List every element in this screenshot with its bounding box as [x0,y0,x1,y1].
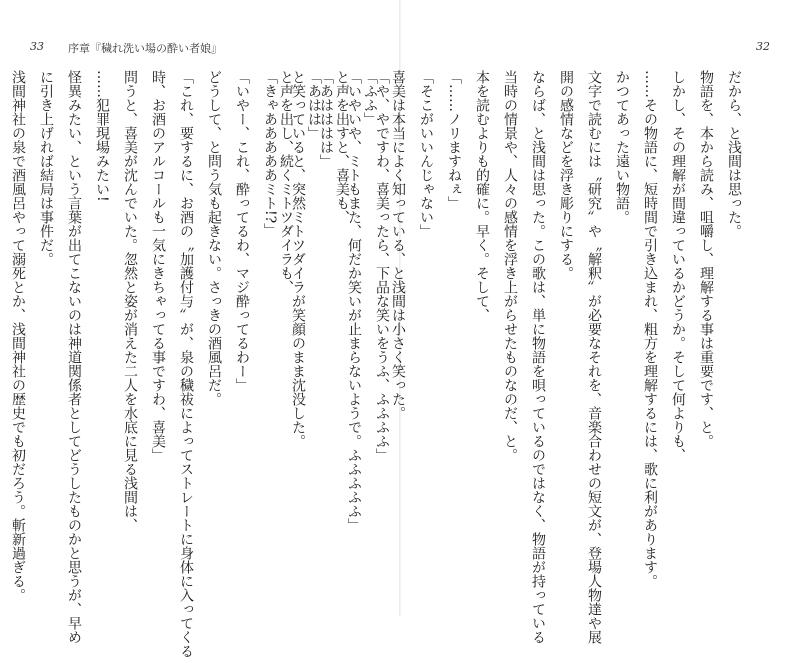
text-line: かつてあった遠い物語。 [614,70,630,224]
text-line: 浅間神社の泉で酒風呂やって溺死とか、浅間神社の歴史でも初だろう。斬新過ぎる。 [10,70,26,602]
text-line: 問うと、喜美が沈んでいた。忽然と姿が消えた二人を水底に見る浅間は、 [122,70,138,532]
text-line: 「いやいや、ミトもまた、何だか笑いが止まらないようで。ふふふふふ」 [346,70,362,532]
text-line: どうして、と問う気も起きない。さっきの酒風呂だ。 [206,70,222,406]
text-line: に引き上げれば結局は事件だ。 [38,70,54,266]
text-line: 「ふふ」 [362,70,378,126]
text-line: と声を出し、続くミトツダイラも、 [278,70,294,294]
text-line: 「これ、要するに、お酒の〝加護付与〟が、泉の穢祓によってストレートに身体に入ってくる [178,70,194,658]
page-number-left: 33 [30,40,44,53]
text-line: 当時の情景や、人々の感情を浮き上がらせたものなのだ、と。 [502,70,518,462]
text-line: 時、お酒のアルコールも一気にきちゃってる事ですわ、喜美」 [150,70,166,462]
running-head: 序章『穢れ洗い場の酔い者娘』 [68,42,222,55]
text-line: 文字で読むには〝研究〟や〝解釈〟が必要なそれを、音楽合わせの短文が、登場人物達や展 [586,70,602,644]
text-line: と声を出すと、喜美も、 [334,70,350,224]
text-line: 本を読むよりも的確に。早く。そして、 [474,70,490,322]
text-line: ……犯罪現場みたい! [94,70,110,202]
text-line: 物語を、本から読み、咀嚼し、理解する事は重要です、と。 [698,70,714,448]
text-line: ……その物語に、短時間で引き込まれ、粗方を理解するには、歌に利があります。 [642,70,658,588]
page-number-right: 32 [756,40,770,53]
text-line: しかし、その理解が間違っているかどうか。そして何よりも、 [670,70,686,462]
text-line: 「や、やですわ、喜美ったら、下品な笑いをうふ、ふふふふ」 [374,70,390,462]
text-line: 「……ノリますねぇ」 [446,70,462,210]
text-line: 怪異みたい、という言葉が出てこないのは神道関係者としてどうしたものかと思うが、早め [66,70,82,644]
text-line: 「きゃあああああミト!?」 [262,70,278,238]
text-line: 開の感情などを浮き彫りにする。 [558,70,574,280]
text-line: ならば、と浅間は思った。この歌は、単に物語を唄っているのではなく、物語が持っている [530,70,546,644]
text-line: 「そこがいいんじゃない」 [418,70,434,238]
text-line: 「あはははは」 [318,70,334,168]
text-line: だから、と浅間は思った。 [726,70,742,238]
text-line: 「いやー、これ、酔ってるわ、マジ酔ってるわー」 [234,70,250,392]
text-line: と笑っていると、突然ミトツダイラが笑顔のまま沈没した。 [290,70,306,448]
text-line: 喜美は本当によく知っている、と浅間は小さく笑った。 [390,70,406,420]
text-line [0,70,4,590]
text-line: 「あはは」 [306,70,322,140]
